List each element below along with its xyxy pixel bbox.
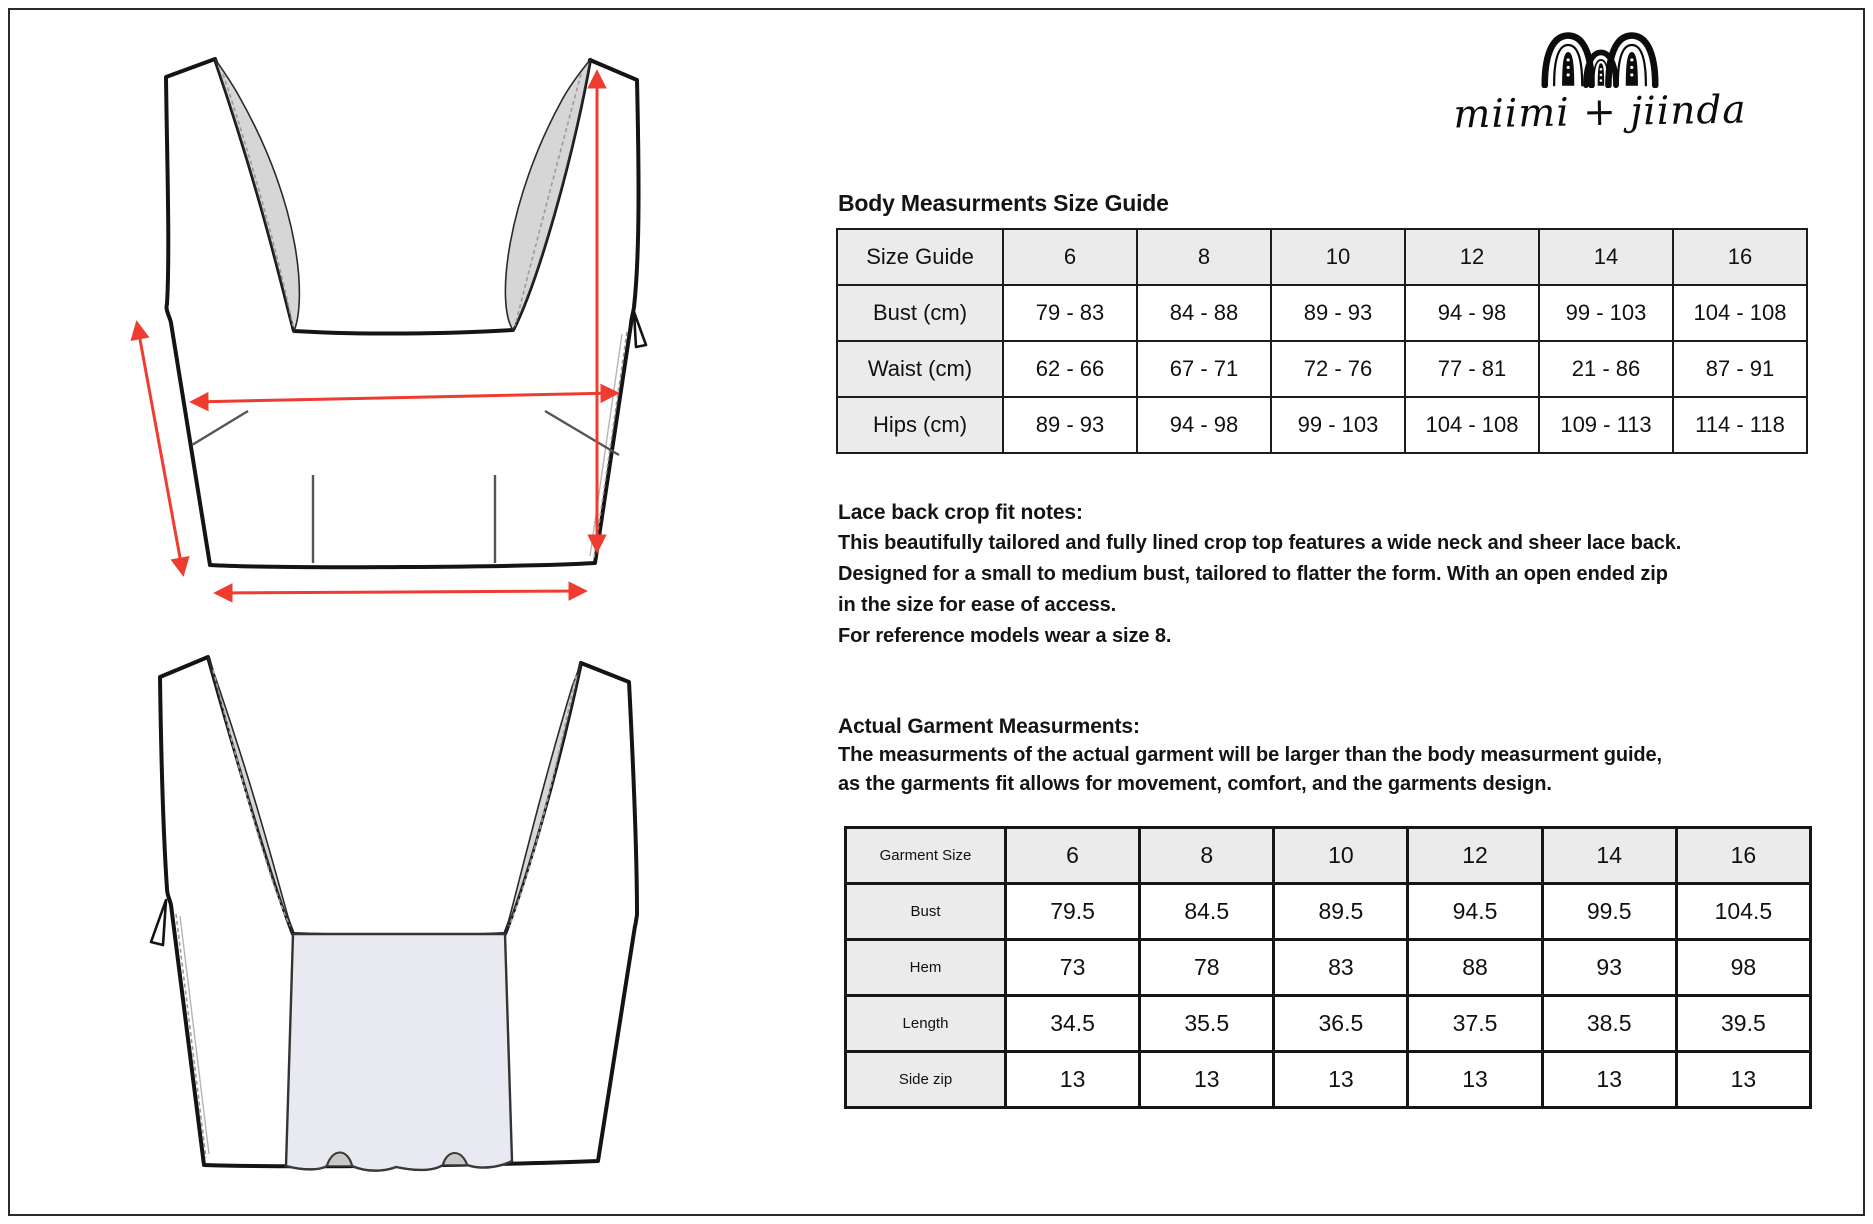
measurement-cell: 98 — [1676, 940, 1810, 996]
measurement-cell: 99.5 — [1542, 884, 1676, 940]
measurement-cell: 89 - 93 — [1003, 397, 1137, 453]
measurement-cell: 36.5 — [1274, 996, 1408, 1052]
size-column-header: 12 — [1408, 828, 1542, 884]
measurement-cell: 84.5 — [1140, 884, 1274, 940]
text-line: Designed for a small to medium bust, tailored to flatter the form. With an open ended zip — [838, 563, 1668, 585]
table-title-cell: Garment Size — [846, 828, 1006, 884]
measurement-cell: 67 - 71 — [1137, 341, 1271, 397]
row-label: Length — [846, 996, 1006, 1052]
table-row — [846, 996, 1811, 1052]
measurement-cell: 109 - 113 — [1539, 397, 1673, 453]
size-column-header: 8 — [1140, 828, 1274, 884]
brand-arches-icon — [1541, 30, 1659, 88]
brand-wordmark: miimi + jiinda — [1453, 87, 1747, 138]
measurement-cell: 77 - 81 — [1405, 341, 1539, 397]
table-header-row — [846, 828, 1811, 884]
measurement-cell: 99 - 103 — [1539, 285, 1673, 341]
measurement-cell: 104 - 108 — [1673, 285, 1807, 341]
body-size-guide-table — [836, 228, 1808, 454]
garment-measurements-title: Actual Garment Measurments: — [838, 715, 1140, 738]
hem-width-arrow-icon — [216, 591, 585, 593]
size-column-header: 6 — [1003, 229, 1137, 285]
measurement-cell: 39.5 — [1676, 996, 1810, 1052]
measurement-cell: 13 — [1408, 1052, 1542, 1108]
text-line: The measurments of the actual garment will be larger than the body measurment guide, — [838, 744, 1663, 766]
row-label: Waist (cm) — [837, 341, 1003, 397]
measurement-cell: 62 - 66 — [1003, 341, 1137, 397]
size-column-header: 16 — [1676, 828, 1810, 884]
row-label: Hem — [846, 940, 1006, 996]
table-header-row — [837, 229, 1807, 285]
garment-measurements-notes — [838, 712, 1828, 799]
size-column-header: 10 — [1271, 229, 1405, 285]
measurement-cell: 72 - 76 — [1271, 341, 1405, 397]
measurement-cell: 13 — [1140, 1052, 1274, 1108]
measurement-cell: 21 - 86 — [1539, 341, 1673, 397]
size-column-header: 12 — [1405, 229, 1539, 285]
size-column-header: 14 — [1542, 828, 1676, 884]
measurement-cell: 78 — [1140, 940, 1274, 996]
measurement-cell: 73 — [1006, 940, 1140, 996]
fit-notes — [838, 497, 1828, 652]
measurement-cell: 13 — [1676, 1052, 1810, 1108]
measurement-cell: 94 - 98 — [1137, 397, 1271, 453]
measurement-cell: 88 — [1408, 940, 1542, 996]
measurement-cell: 94.5 — [1408, 884, 1542, 940]
measurement-cell: 83 — [1274, 940, 1408, 996]
measurement-cell: 114 - 118 — [1673, 397, 1807, 453]
size-column-header: 14 — [1539, 229, 1673, 285]
row-label: Bust — [846, 884, 1006, 940]
row-label: Bust (cm) — [837, 285, 1003, 341]
zip-pull-icon — [634, 312, 646, 347]
measurement-cell: 99 - 103 — [1271, 397, 1405, 453]
text-line: in the size for ease of access. — [838, 594, 1117, 616]
garment-measurements-table — [844, 826, 1812, 1109]
back-zip-pull-icon — [151, 900, 166, 945]
row-label: Hips (cm) — [837, 397, 1003, 453]
fit-notes-title: Lace back crop fit notes: — [838, 501, 1083, 524]
measurement-cell: 87 - 91 — [1673, 341, 1807, 397]
measurement-cell: 37.5 — [1408, 996, 1542, 1052]
garment-measurements-body — [838, 741, 1828, 799]
measurement-cell: 13 — [1542, 1052, 1676, 1108]
back-view-sketch — [120, 630, 660, 1190]
row-label: Side zip — [846, 1052, 1006, 1108]
table-title-cell: Size Guide — [837, 229, 1003, 285]
measurement-cell: 89.5 — [1274, 884, 1408, 940]
lace-back-panel — [286, 934, 512, 1171]
table-row — [837, 341, 1807, 397]
measurement-cell: 104 - 108 — [1405, 397, 1539, 453]
table-row — [846, 940, 1811, 996]
measurement-cell: 94 - 98 — [1405, 285, 1539, 341]
body-size-guide-title: Body Measurments Size Guide — [838, 190, 1169, 216]
measurement-cell: 93 — [1542, 940, 1676, 996]
table-row — [837, 397, 1807, 453]
measurement-cell: 84 - 88 — [1137, 285, 1271, 341]
size-column-header: 16 — [1673, 229, 1807, 285]
size-column-header: 8 — [1137, 229, 1271, 285]
front-view-sketch — [110, 40, 670, 610]
measurement-cell: 35.5 — [1140, 996, 1274, 1052]
text-line: For reference models wear a size 8. — [838, 625, 1172, 647]
measurement-cell: 89 - 93 — [1271, 285, 1405, 341]
measurement-cell: 104.5 — [1676, 884, 1810, 940]
size-column-header: 10 — [1274, 828, 1408, 884]
measurement-cell: 34.5 — [1006, 996, 1140, 1052]
measurement-cell: 38.5 — [1542, 996, 1676, 1052]
measurement-cell: 13 — [1274, 1052, 1408, 1108]
text-line: as the garments fit allows for movement, comfort, and the garments design. — [838, 773, 1552, 795]
measurement-cell: 13 — [1006, 1052, 1140, 1108]
text-line: This beautifully tailored and fully lined crop top features a wide neck and sheer lace back. — [838, 532, 1682, 554]
measurement-cell: 79.5 — [1006, 884, 1140, 940]
table-row — [846, 884, 1811, 940]
size-column-header: 6 — [1006, 828, 1140, 884]
measurement-cell: 79 - 83 — [1003, 285, 1137, 341]
table-row — [837, 285, 1807, 341]
brand-logo — [1380, 30, 1820, 138]
table-row — [846, 1052, 1811, 1108]
fit-notes-body — [838, 528, 1828, 652]
